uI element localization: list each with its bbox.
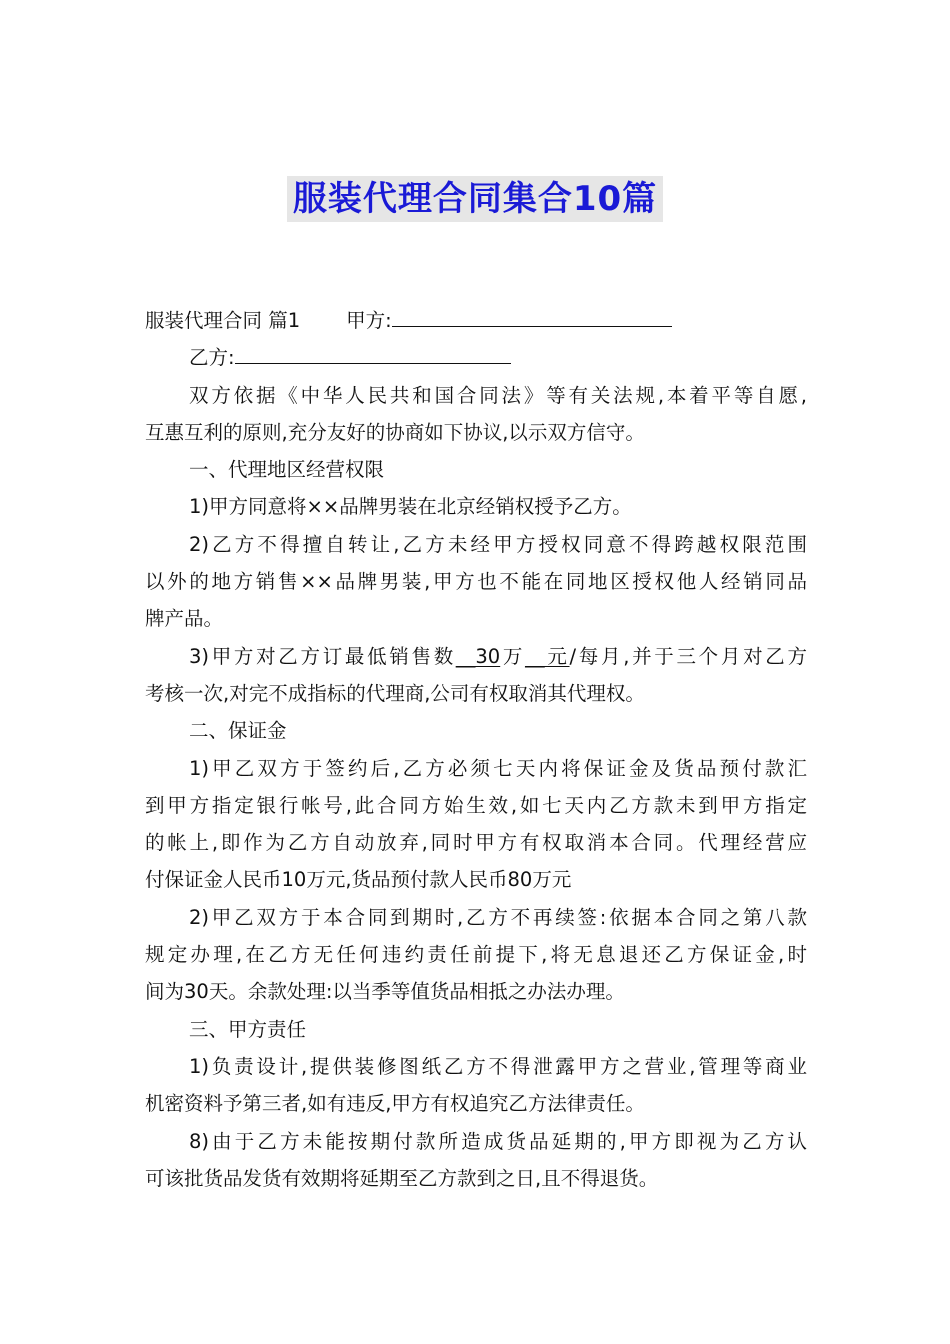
s1-p2-line-1: 2)乙方不得擅自转让,乙方未经甲方授权同意不得跨越权限范围: [189, 532, 807, 556]
s1-p2-line-2: 以外的地方销售××品牌男装,甲方也不能在同地区授权他人经销同品: [145, 570, 807, 594]
s3-p2-line-1: 8)由于乙方未能按期付款所造成货品延期的,甲方即视为乙方认: [189, 1129, 807, 1153]
party-b-blank: [235, 341, 511, 364]
s1-p1-line-1: 1)甲方同意将××品牌男装在北京经销权授予乙方。: [189, 495, 632, 519]
section2-title: 二、保证金: [189, 719, 287, 743]
s1-p2-line-3: 牌产品。: [145, 607, 224, 631]
s1-p3-line-2: 考核一次,对完不成指标的代理商,公司有权取消其代理权。: [145, 681, 645, 705]
title-container: [0, 176, 950, 222]
s3-p2-line-2: 可该批货品发货有效期将延期至乙方款到之日,且不得退货。: [145, 1166, 659, 1190]
document-title: 服装代理合同集合10篇: [287, 176, 663, 222]
party-b-line: [145, 339, 807, 376]
party-b-label: 乙方:: [189, 346, 235, 370]
s1-p3-mid: 万: [500, 644, 526, 668]
s1-p3-line-1: [145, 638, 807, 675]
s2-p2-line-3: 间为30天。余款处理:以当季等值货品相抵之办法办理。: [145, 980, 625, 1004]
document-body: [145, 302, 807, 1197]
s2-p1-line-1: 1)甲乙双方于签约后,乙方必须七天内将保证金及货品预付款汇: [189, 756, 807, 780]
party-a-blank: [392, 304, 672, 327]
s1-p3-blank-2: __元: [525, 644, 570, 668]
s2-p2-line-1: 2)甲乙双方于本合同到期时,乙方不再续签:依据本合同之第八款: [189, 905, 807, 929]
s1-p3-post: /每月,并于三个月对乙方: [569, 644, 807, 668]
party-a-label: 甲方:: [346, 309, 392, 332]
heading-line: [145, 302, 807, 339]
s2-p1-line-4: 付保证金人民币10万元,货品预付款人民币80万元: [145, 868, 572, 892]
section-label: 服装代理合同 篇1: [145, 309, 301, 332]
section3-title: 三、甲方责任: [189, 1017, 307, 1041]
s1-p3-blank-1: __30: [455, 644, 501, 668]
s3-p1-line-2: 机密资料予第三者,如有违反,甲方有权追究乙方法律责任。: [145, 1092, 645, 1116]
s2-p1-line-2: 到甲方指定银行帐号,此合同方始生效,如七天内乙方款未到甲方指定: [145, 793, 807, 817]
s1-p3-pre: 3)甲方对乙方订最低销售数: [189, 644, 456, 668]
s3-p1-line-1: 1)负责设计,提供装修图纸乙方不得泄露甲方之营业,管理等商业: [189, 1054, 807, 1078]
s2-p1-line-3: 的帐上,即作为乙方自动放弃,同时甲方有权取消本合同。代理经营应: [145, 831, 807, 855]
section1-title: 一、代理地区经营权限: [189, 458, 385, 482]
intro-line-1: 双方依据《中华人民共和国合同法》等有关法规,本着平等自愿,: [189, 383, 807, 407]
s2-p2-line-2: 规定办理,在乙方无任何违约责任前提下,将无息退还乙方保证金,时: [145, 943, 807, 967]
intro-line-2: 互惠互利的原则,充分友好的协商如下协议,以示双方信守。: [145, 420, 645, 444]
